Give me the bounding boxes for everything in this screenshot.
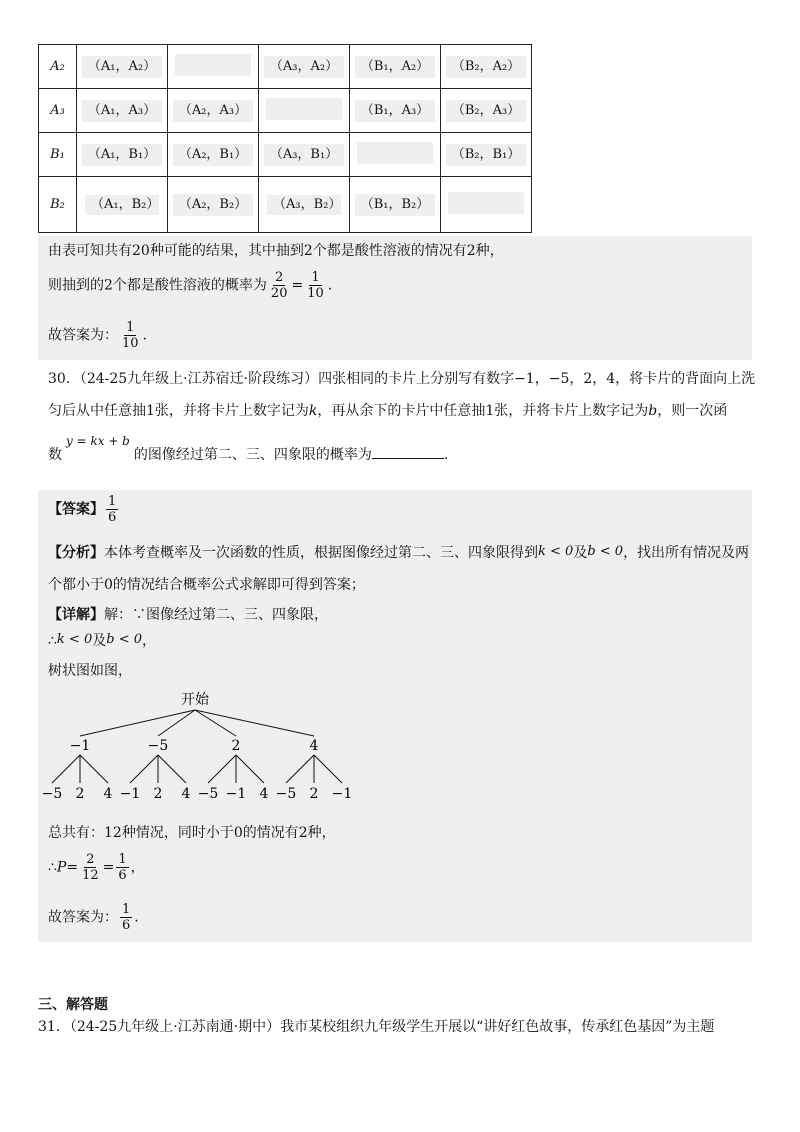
table-cell (77, 133, 168, 177)
tree-edge (158, 755, 186, 783)
prev-line-3: 故答案为： $\frac{1}{10}$ . (48, 320, 147, 351)
prev-line-1: 由表可知共有20种可能的结果，其中抽到2个都是酸性溶液的情况有2种， (48, 243, 504, 259)
tree-edge (195, 710, 314, 736)
table-cell (259, 45, 350, 89)
tree-root: 开始 (181, 692, 209, 708)
cell-text: （A₃，B₁） (264, 144, 344, 166)
cell-text (266, 98, 342, 120)
fraction: $\frac{2}{12}$ (82, 852, 99, 883)
table-cell (168, 177, 259, 233)
table-row (39, 89, 532, 133)
table-cell (259, 133, 350, 177)
tree-leaf-label: −1 (119, 786, 141, 802)
row-header: B₁ (39, 133, 77, 177)
detail-line-1: 【详解】解：∵图像经过第二、三、四象限， (48, 607, 328, 623)
table-cell (350, 45, 441, 89)
cell-text: （A₁，B₂） (85, 195, 159, 215)
fraction: $\frac{2}{20}$ (270, 270, 288, 301)
table-cell (259, 177, 350, 233)
tree-branch-label: −1 (69, 738, 91, 754)
table-cell (441, 89, 532, 133)
cell-text: （B₁，A₃） (355, 100, 435, 122)
tree-edge (195, 710, 236, 736)
cell-text: （B₂，A₂） (446, 56, 526, 78)
tree-leaf-label: 2 (309, 786, 319, 802)
q31-line-1: 31．（24-25九年级上·江苏南通·期中）我市某校组织九年级学生开展以“讲好红色故事，传承红色基因”为主题 (38, 1019, 715, 1035)
tree-edge (80, 755, 108, 783)
cell-text (357, 142, 433, 164)
cell-text: （B₂，B₁） (446, 144, 527, 166)
q30-line-2: 匀后从中任意抽1张，并将卡片上数字记为k，再从余下的卡片中任意抽1张，并将卡片上数字记为b，则一次函 (48, 403, 728, 419)
tree-edge (130, 755, 158, 783)
row-header: B₂ (39, 177, 77, 233)
row-header: A₂ (39, 45, 77, 89)
tree-edge (286, 755, 314, 783)
table-cell (259, 89, 350, 133)
cell-text: （A₁，A₂） (82, 56, 162, 78)
table-cell (441, 45, 532, 89)
fraction: $\frac{1}{10}$ (307, 270, 324, 301)
table-row (39, 45, 532, 89)
tree-leaf-label: −5 (197, 786, 219, 802)
fraction: $\frac{1}{6}$ (108, 494, 117, 525)
tree-edge (52, 755, 80, 783)
table-cell (441, 133, 532, 177)
fraction: $\frac{1}{6}$ (118, 852, 127, 883)
row-header: A₃ (39, 89, 77, 133)
analysis-line-1: 【分析】本体考查概率及一次函数的性质，根据图像经过第二、三、四象限得到k < 0及b < 0，找出所有情况及两 (48, 544, 750, 561)
tree-edge (236, 755, 264, 783)
q30-line-3: 数y = kx + b的图像经过第二、三、四象限的概率为 . (48, 434, 449, 463)
tree-leaf-label: 2 (75, 786, 85, 802)
table-cell (77, 45, 168, 89)
tree-branch-label: 4 (309, 738, 319, 754)
tree-leaf-label: −5 (41, 786, 63, 802)
answer-line: 【答案】 $\frac{1}{6}$ (48, 494, 117, 525)
table-cell (350, 133, 441, 177)
table-cell (441, 177, 532, 233)
tree-leaf-label: 4 (181, 786, 191, 802)
tree-leaf-label: −1 (331, 786, 353, 802)
table-cell (168, 89, 259, 133)
tree-diagram (40, 686, 360, 810)
table-cell (350, 89, 441, 133)
tree-edge (314, 755, 342, 783)
tree-edge (208, 755, 236, 783)
tree-leaf-label: 4 (103, 786, 113, 802)
tree-leaf-label: 4 (259, 786, 269, 802)
detail-line-3: 树状图如图， (48, 663, 132, 679)
table-cell (77, 89, 168, 133)
cell-text (448, 192, 524, 214)
fraction: $\frac{1}{10}$ (122, 320, 139, 351)
cell-text: （B₁，B₂） (355, 194, 436, 216)
cell-text: （A₂，B₂） (173, 194, 253, 216)
cell-text (175, 54, 251, 76)
q30-line-1: 30．（24-25九年级上·江苏宿迁·阶段练习）四张相同的卡片上分别写有数字−1，−5，2，4，将卡片的背面向上洗 (48, 371, 756, 387)
table-cell (168, 133, 259, 177)
tree-leaf-label: −1 (225, 786, 247, 802)
cell-text: （B₁，A₂） (355, 56, 435, 78)
cell-text: （A₁，B₁） (82, 144, 162, 166)
table-cell (350, 177, 441, 233)
cell-text: （A₂，B₁） (173, 144, 253, 166)
tree-leaf-label: 2 (153, 786, 163, 802)
cell-text: （A₂，A₃） (173, 100, 253, 122)
analysis-line-2: 个都小于0的情况结合概率公式求解即可得到答案； (48, 577, 365, 593)
detail-line-2: ∴k < 0及b < 0， (48, 632, 156, 649)
answer-blank (372, 446, 444, 459)
tree-edge (80, 710, 195, 736)
total-line: 总共有：12种情况，同时小于0的情况有2种， (48, 825, 336, 841)
tree-branch-label: −5 (147, 738, 169, 754)
table-cell (77, 177, 168, 233)
section-heading: 三、解答题 (38, 997, 108, 1013)
tree-branch-label: 2 (231, 738, 241, 754)
fraction: $\frac{1}{6}$ (122, 902, 131, 933)
tree-leaf-label: −5 (275, 786, 297, 802)
prev-line-2: 则抽到的2个都是酸性溶液的概率为 $\frac{2}{20}$ = $\frac{1}{10}$ . (48, 270, 333, 301)
cell-text: （A₃，A₂） (264, 56, 344, 78)
table-row (39, 133, 532, 177)
outcome-table (38, 44, 532, 233)
cell-text: （A₃，B₂） (267, 195, 341, 215)
cell-text: （B₂，A₃） (446, 100, 526, 122)
probability-line: ∴P= $\frac{2}{12}$ = $\frac{1}{6}$ ， (48, 852, 145, 883)
table-row (39, 177, 532, 233)
final-answer-line: 故答案为： $\frac{1}{6}$ . (48, 902, 139, 933)
table-cell (168, 45, 259, 89)
cell-text: （A₁，A₃） (82, 100, 162, 122)
